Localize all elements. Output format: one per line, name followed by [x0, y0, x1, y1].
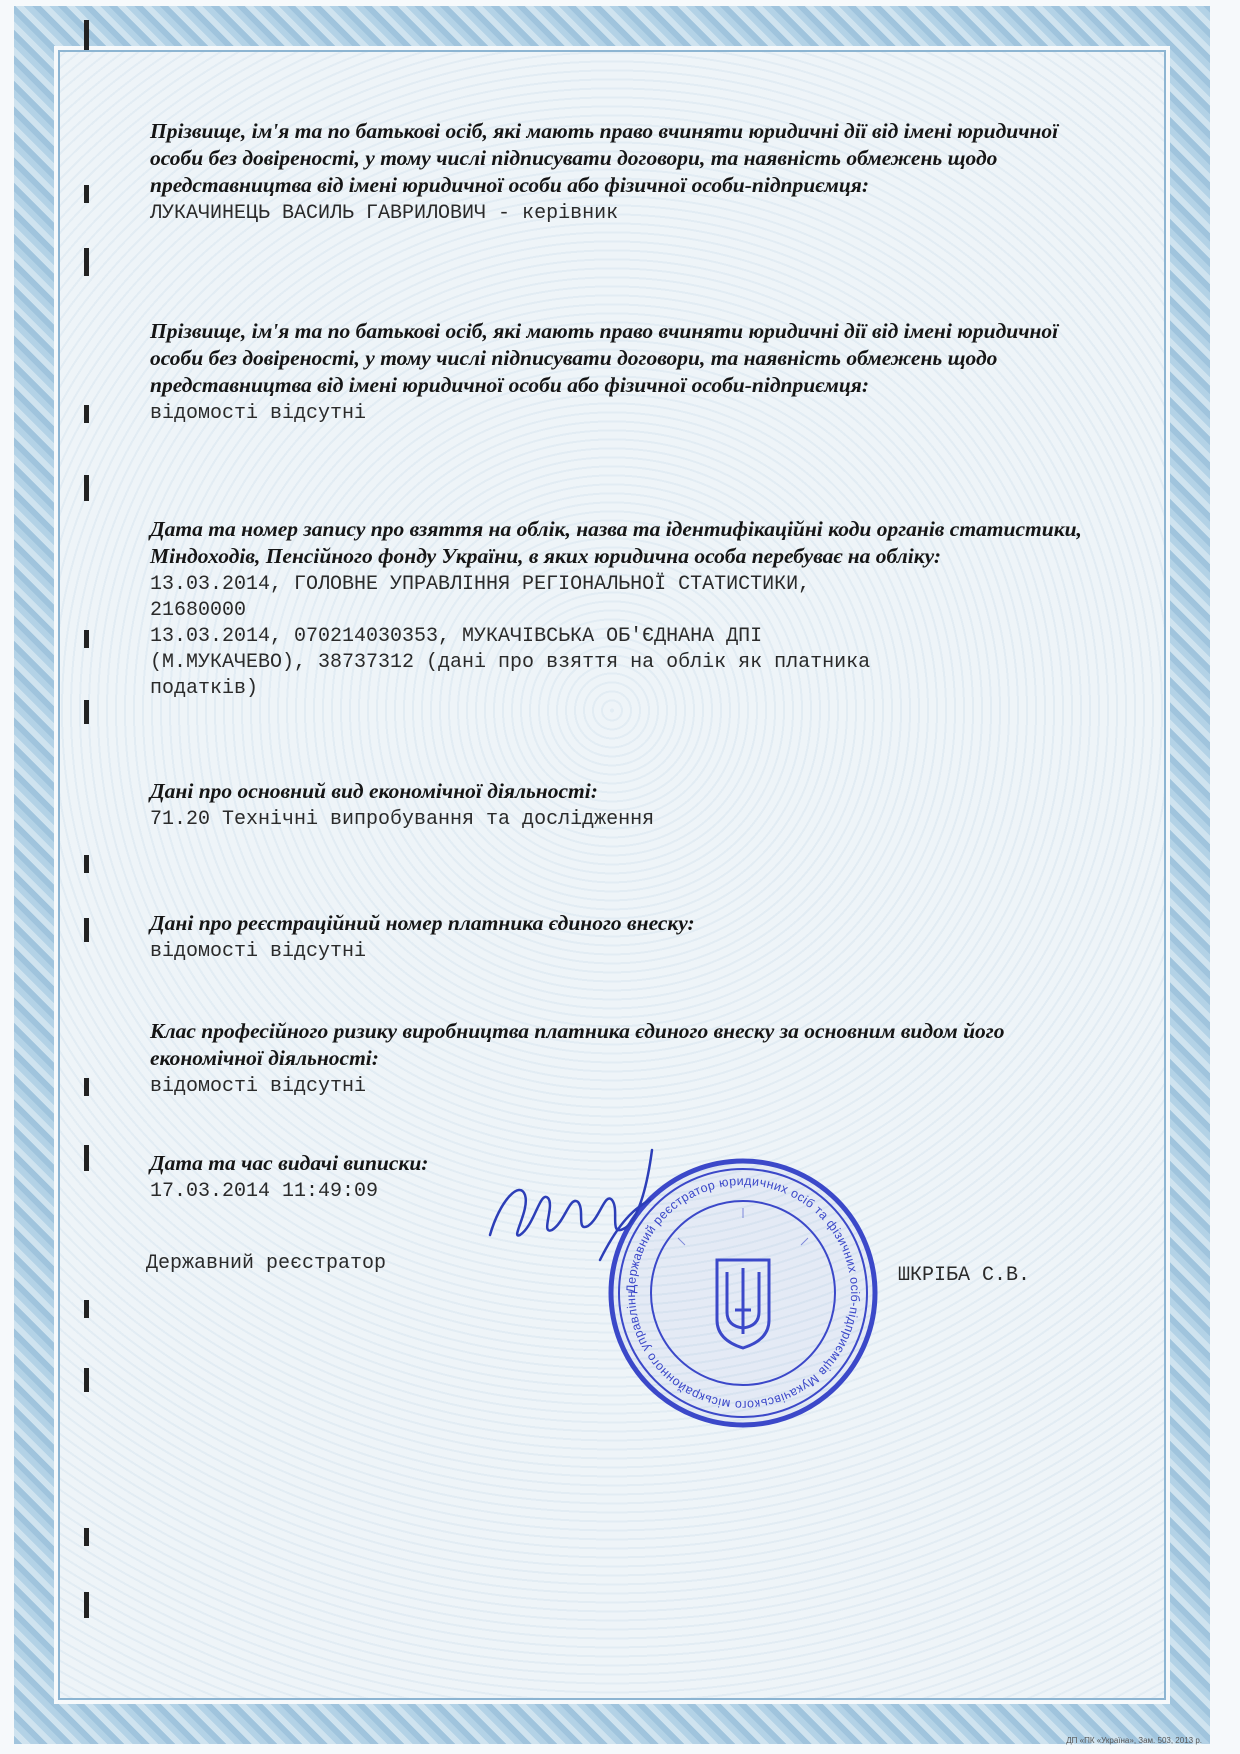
punch-mark [84, 1078, 89, 1096]
section-heading: Прізвище, ім'я та по батькові осіб, які мають право вчиняти юридичні дії від імені юридичної особи без довіреності, у тому числі підписувати договори, та наявність обмежень щодо представництва від імені юридичної особи або фізичної особи-підприємця: [150, 119, 1059, 197]
punch-mark [84, 1300, 89, 1318]
section-heading: Дата та час видачі виписки: [150, 1151, 429, 1175]
printer-footnote: ДП «ПК «Україна», Зам. 503, 2013 р. [1066, 1736, 1202, 1745]
punch-mark [84, 700, 89, 724]
section-heading: Дата та номер запису про взяття на облік, назва та ідентифікаційні коди органів статистики, Міндоходів, Пенсійного фонду України, в яких юридична особа перебуває на обліку: [150, 517, 1082, 568]
svg-text:Державний реєстратор юридичних: Державний реєстратор юридичних осіб та фізичних осіб-підприємців Мукачівського міськрайонного управлінн [623, 1173, 863, 1413]
section-heading: Клас професійного ризику виробництва платника єдиного внеску за основним видом його економічної діяльності: [150, 1019, 1005, 1070]
section-economic-activity [150, 778, 1110, 833]
punch-mark [84, 1528, 89, 1546]
section-risk-class [150, 1018, 1110, 1100]
section-value: 71.20 Технічні випробування та дослідження [150, 808, 655, 831]
section-value: 17.03.2014 11:49:09 [150, 1180, 379, 1203]
punch-mark [84, 185, 89, 203]
section-signatories-2 [150, 318, 1110, 427]
punch-mark [84, 855, 89, 873]
inner-frame-line [58, 50, 1166, 1700]
section-registration-records [150, 516, 1110, 702]
section-value: ЛУКАЧИНЕЦЬ ВАСИЛЬ ГАВРИЛОВИЧ - керівник [150, 202, 619, 225]
section-value: відомості відсутні [150, 940, 367, 963]
signature-icon [480, 1140, 680, 1270]
registrar-name: ШКРІБА С.В. [898, 1264, 1031, 1287]
punch-mark [84, 248, 89, 276]
punch-mark [84, 1145, 89, 1171]
punch-mark [84, 630, 89, 648]
section-heading: Дані про реєстраційний номер платника єдиного внеску: [150, 911, 695, 935]
punch-mark [84, 1368, 89, 1392]
section-signatories [150, 118, 1110, 227]
section-value: 13.03.2014, ГОЛОВНЕ УПРАВЛІННЯ РЕГІОНАЛЬНОЇ СТАТИСТИКИ, 21680000 13.03.2014, 070214030353, МУКАЧІВСЬКА ОБ'ЄДНАНА ДПІ (М.МУКАЧЕВО), 38737312 (дані про взяття на облік як платника податків) [150, 573, 871, 700]
punch-mark [84, 475, 89, 501]
punch-mark [84, 405, 89, 423]
section-single-contribution-number [150, 910, 1110, 965]
section-value: відомості відсутні [150, 402, 367, 425]
punch-mark [84, 1592, 89, 1618]
registrar-role: Державний реєстратор [146, 1252, 387, 1275]
handwritten-signature [480, 1140, 680, 1270]
section-heading: Дані про основний вид економічної діяльності: [150, 779, 598, 803]
punch-mark [84, 20, 89, 50]
section-heading: Прізвище, ім'я та по батькові осіб, які мають право вчиняти юридичні дії від імені юридичної особи без довіреності, у тому числі підписувати договори, та наявність обмежень щодо представництва від імені юридичної особи або фізичної особи-підприємця: [150, 319, 1059, 397]
punch-mark [84, 918, 89, 942]
section-value: відомості відсутні [150, 1075, 367, 1098]
